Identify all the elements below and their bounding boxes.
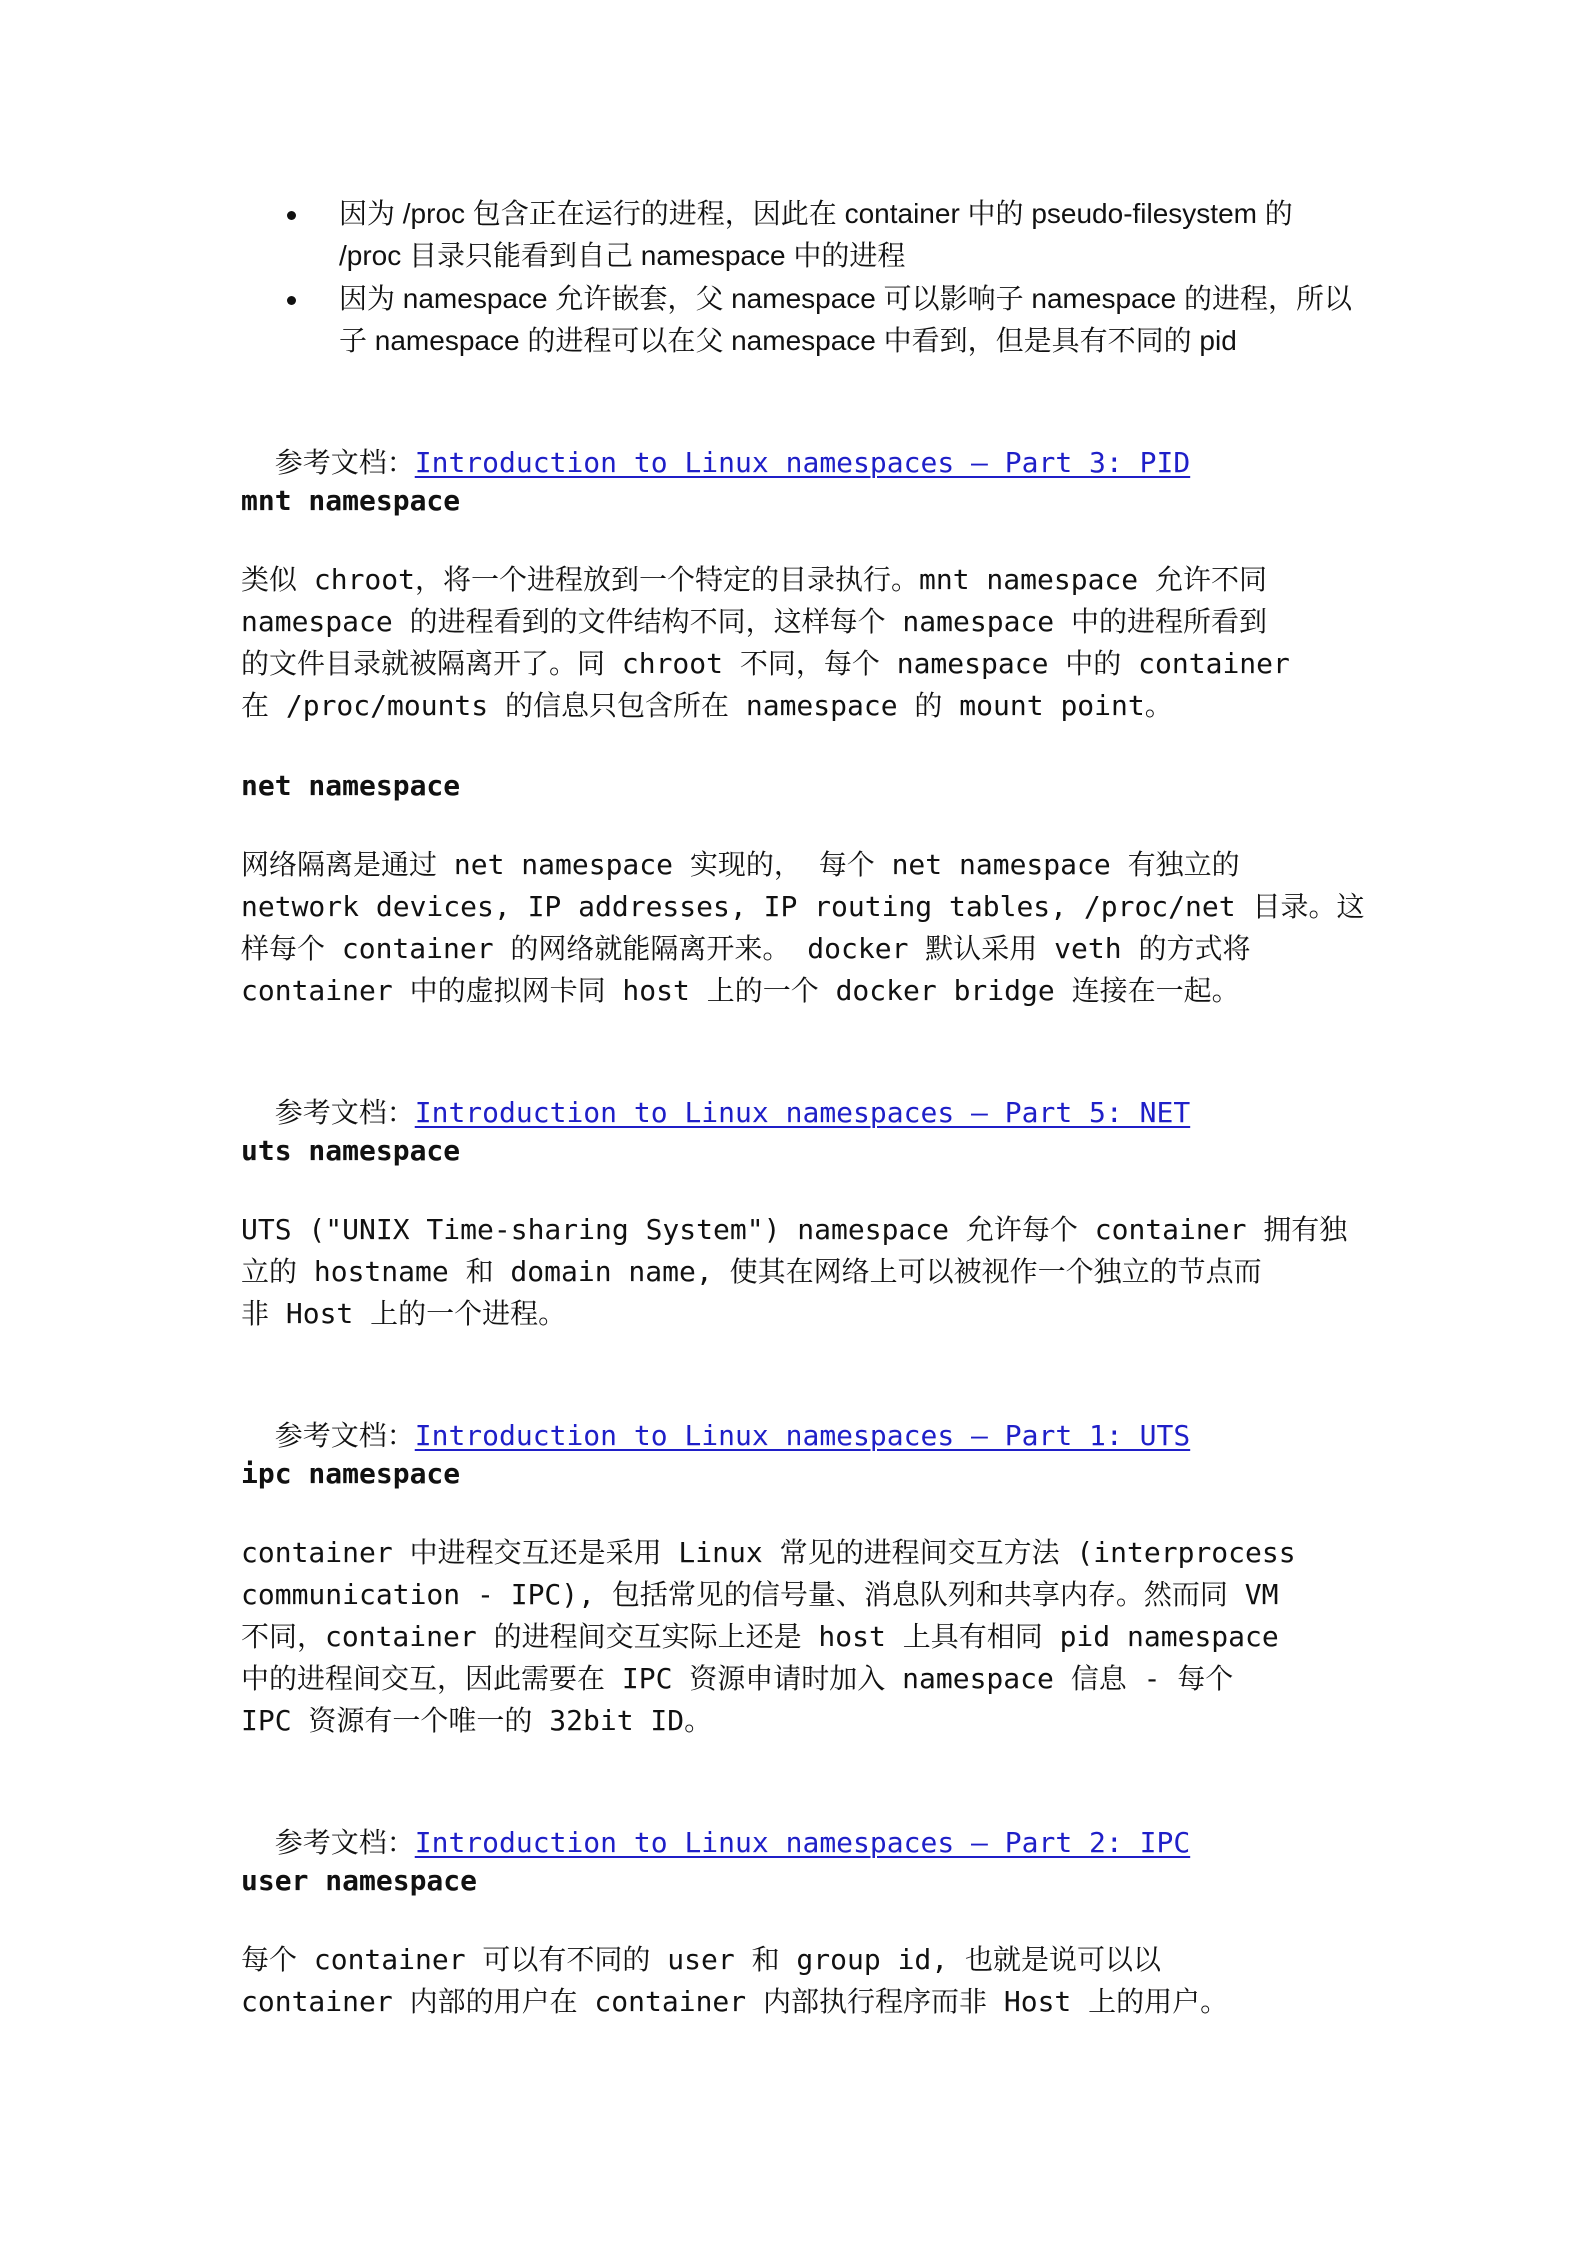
reference-link-ipc[interactable]: Introduction to Linux namespaces – Part 2: IPC bbox=[414, 1826, 1191, 1859]
reference-link-pid[interactable]: Introduction to Linux namespaces – Part 3: PID bbox=[414, 446, 1191, 479]
paragraph-line: 每个 container 可以有不同的 user 和 group id, 也就是说可以以 bbox=[241, 1943, 1162, 1976]
reference-line bbox=[241, 1780, 1191, 1859]
paragraph-line: network devices, IP addresses, IP routing tables, /proc/net 目录。这 bbox=[241, 890, 1365, 923]
paragraph-line: IPC 资源有一个唯一的 32bit ID。 bbox=[241, 1704, 713, 1737]
bullet-dot bbox=[287, 211, 296, 220]
bullet-dot bbox=[287, 296, 296, 305]
paragraph-line: communication - IPC), 包括常见的信号量、消息队列和共享内存。然而同 VM bbox=[241, 1578, 1279, 1611]
paragraph-line: 类似 chroot，将一个进程放到一个特定的目录执行。mnt namespace 允许不同 bbox=[241, 563, 1268, 596]
reference-line bbox=[241, 1050, 1191, 1129]
paragraph-line: container 内部的用户在 container 内部执行程序而非 Host 上的用户。 bbox=[241, 1985, 1229, 2018]
paragraph-line: container 中的虚拟网卡同 host 上的一个 docker bridge 连接在一起。 bbox=[241, 974, 1240, 1007]
reference-prefix: 参考文档： bbox=[274, 1419, 415, 1452]
paragraph-line: 的文件目录就被隔离开了。同 chroot 不同，每个 namespace 中的 container bbox=[241, 647, 1290, 680]
section-heading-net: net namespace bbox=[241, 769, 461, 802]
reference-prefix: 参考文档： bbox=[274, 1826, 415, 1859]
section-heading-uts: uts namespace bbox=[241, 1134, 461, 1167]
section-heading-user: user namespace bbox=[241, 1864, 478, 1897]
bullet-line: 因为 /proc 包含正在运行的进程，因此在 container 中的 pseudo-filesystem 的 bbox=[339, 198, 1293, 229]
paragraph-line: 在 /proc/mounts 的信息只包含所在 namespace 的 mount point。 bbox=[241, 689, 1173, 722]
reference-link-net[interactable]: Introduction to Linux namespaces – Part 5: NET bbox=[414, 1096, 1191, 1129]
reference-prefix: 参考文档： bbox=[274, 1096, 415, 1129]
paragraph-line: 立的 hostname 和 domain name, 使其在网络上可以被视作一个独立的节点而 bbox=[241, 1255, 1262, 1288]
section-heading-ipc: ipc namespace bbox=[241, 1457, 461, 1490]
bullet-line: 因为 namespace 允许嵌套，父 namespace 可以影响子 namespace 的进程，所以 bbox=[339, 283, 1352, 314]
paragraph-line: namespace 的进程看到的文件结构不同，这样每个 namespace 中的进程所看到 bbox=[241, 605, 1268, 638]
section-heading-mnt: mnt namespace bbox=[241, 484, 461, 517]
paragraph-line: 中的进程间交互，因此需要在 IPC 资源申请时加入 namespace 信息 - 每个 bbox=[241, 1662, 1234, 1695]
paragraph-line: 样每个 container 的网络就能隔离开来。 docker 默认采用 veth 的方式将 bbox=[241, 932, 1251, 965]
paragraph-line: container 中进程交互还是采用 Linux 常见的进程间交互方法 (interprocess bbox=[241, 1536, 1296, 1569]
reference-line bbox=[241, 400, 1191, 479]
bullet-line: /proc 目录只能看到自己 namespace 中的进程 bbox=[339, 240, 906, 271]
paragraph-line: 网络隔离是通过 net namespace 实现的， 每个 net namespace 有独立的 bbox=[241, 848, 1240, 881]
paragraph-line: 不同，container 的进程间交互实际上还是 host 上具有相同 pid namespace bbox=[241, 1620, 1279, 1653]
bullet-line: 子 namespace 的进程可以在父 namespace 中看到，但是具有不同的 pid bbox=[339, 325, 1237, 356]
reference-line bbox=[241, 1373, 1191, 1452]
reference-link-uts[interactable]: Introduction to Linux namespaces – Part 1: UTS bbox=[414, 1419, 1191, 1452]
paragraph-line: 非 Host 上的一个进程。 bbox=[241, 1297, 567, 1330]
reference-prefix: 参考文档： bbox=[274, 446, 415, 479]
paragraph-line: UTS ("UNIX Time-sharing System") namespace 允许每个 container 拥有独 bbox=[241, 1213, 1348, 1246]
